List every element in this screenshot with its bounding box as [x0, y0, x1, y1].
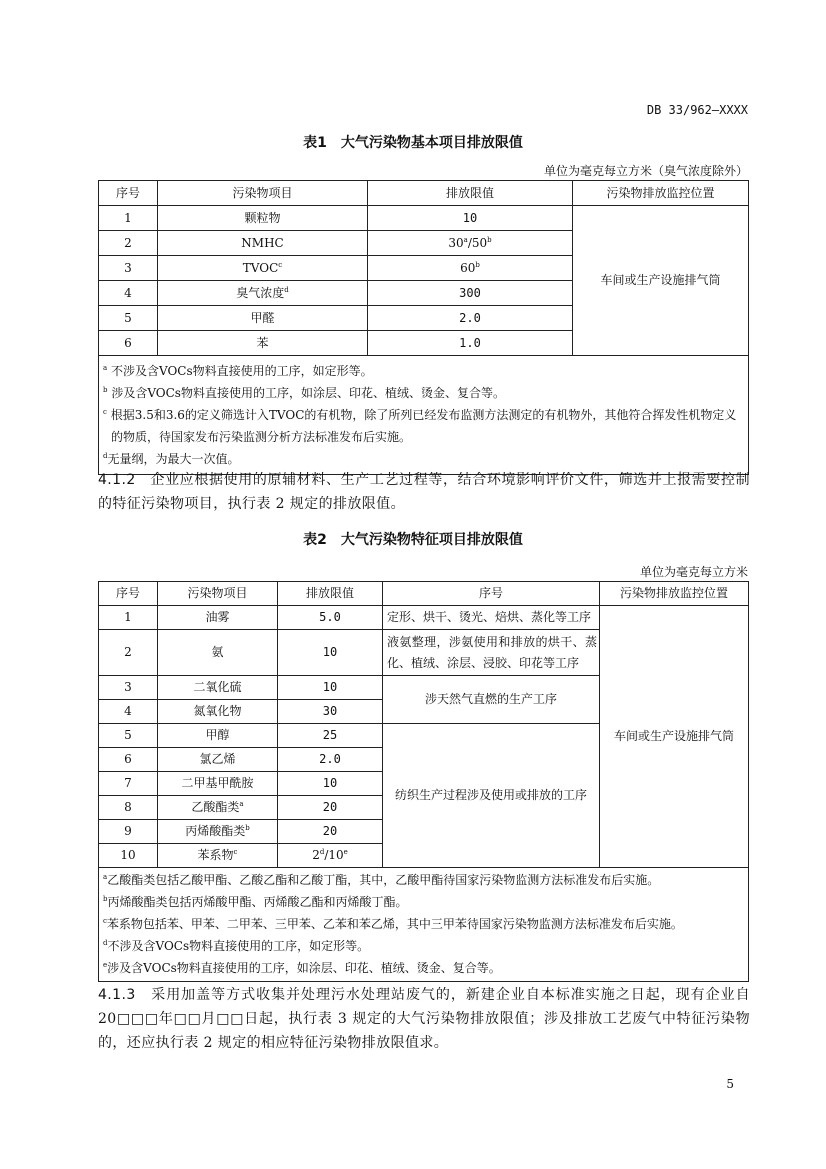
pollutant-item: 二甲基甲酰胺: [158, 772, 278, 796]
pollutant-item: 甲醛: [158, 306, 368, 331]
emission-limit: 300: [368, 281, 573, 306]
row-number: 9: [99, 820, 158, 844]
table1-caption: 表1 大气污染物基本项目排放限值: [303, 135, 523, 151]
process-description: 涉天然气直燃的生产工序: [383, 676, 600, 724]
emission-limit: 2.0: [278, 748, 383, 772]
page-number: 5: [726, 1077, 734, 1091]
table2-header-cell: 序号: [99, 582, 158, 606]
clause-text: 采用加盖等方式收集并处理污水处理站废气的，新建企业自本标准实施之日起，现有企业自 20□□□年□□月□□日起，执行表 3 规定的大气污染物排放限值；涉及排放工艺废气中特征污染物的，还应执行表 2 规定的相应特征污染物排放限值求。: [98, 987, 750, 1051]
footnote: $^a$ 不涉及含VOCs物料直接使用的工序，如定形等。: [103, 364, 373, 378]
pollutant-item: 甲醇: [158, 724, 278, 748]
row-number: 5: [99, 306, 158, 331]
document-number: DB 33/962—XXXX: [646, 103, 748, 117]
row-number: 1: [99, 606, 158, 630]
row-number: 6: [99, 748, 158, 772]
footnote: $^d$无量纲，为最大一次值。: [103, 452, 240, 466]
table2-notes-row: [99, 868, 749, 982]
emission-limit: 1.0: [368, 331, 573, 356]
pollutant-item: 苯: [158, 331, 368, 356]
row-number: 2: [99, 630, 158, 676]
table2-header-cell: 排放限值: [278, 582, 383, 606]
table2-header-cell: 污染物排放监控位置: [600, 582, 749, 606]
row-number: 1: [99, 206, 158, 231]
table1-notes: [99, 356, 749, 475]
table2-header-cell: 污染物项目: [158, 582, 278, 606]
table1-header-cell: 序号: [99, 181, 158, 206]
clause-number: 4.1.3: [98, 987, 136, 1003]
clause-number: 4.1.2: [98, 472, 136, 488]
table1: [98, 180, 749, 475]
table1-unit: 单位为毫克每立方米（臭气浓度除外）: [543, 164, 748, 178]
process-description: 液氨整理，涉氨使用和排放的烘干、蒸化、植绒、涂层、浸胶、印花等工序: [383, 630, 600, 676]
monitoring-location: 车间或生产设施排气筒: [600, 606, 749, 868]
table1-header-cell: 污染物排放监控位置: [573, 181, 749, 206]
row-number: 4: [99, 700, 158, 724]
footnote: $^c$ 根据3.5和3.6的定义筛选计入TVOC的有机物，除了所列已经发布监测方法测定的有机物外，其他符合挥发性机物定义: [103, 408, 737, 422]
pollutant-item: 氯乙烯: [158, 748, 278, 772]
table2-notes: [99, 868, 749, 982]
emission-limit: 25: [278, 724, 383, 748]
row-number: 3: [99, 256, 158, 281]
emission-limit: 5.0: [278, 606, 383, 630]
emission-limit: 10: [368, 206, 573, 231]
footnote: $^a$乙酸酯类包括乙酸甲酯、乙酸乙酯和乙酸丁酯，其中，乙酸甲酯待国家污染物监测方法标准发布后实施。: [103, 873, 660, 887]
process-description: 纺织生产过程涉及使用或排放的工序: [383, 724, 600, 868]
emission-limit: 30: [278, 700, 383, 724]
row-number: 3: [99, 676, 158, 700]
table-row: [99, 606, 749, 630]
footnote: $^e$涉及含VOCs物料直接使用的工序，如涂层、印花、植绒、烫金、复合等。: [103, 961, 501, 975]
emission-limit: 2$^d$/10e: [278, 844, 383, 868]
table1-header-cell: 排放限值: [368, 181, 573, 206]
table2: [98, 581, 749, 982]
pollutant-item: 臭气浓度$^d$: [158, 281, 368, 306]
pollutant-item: 丙烯酸酯类$^b$: [158, 820, 278, 844]
table-row: [99, 206, 749, 231]
emission-limit: 20: [278, 796, 383, 820]
table2-header-cell: 序号: [383, 582, 600, 606]
emission-limit: 10: [278, 772, 383, 796]
footnote: $^b$ 涉及含VOCs物料直接使用的工序，如涂层、印花、植绒、烫金、复合等。: [103, 386, 505, 400]
emission-limit: 20: [278, 820, 383, 844]
pollutant-item: NMHC: [158, 231, 368, 256]
emission-limit: 2.0: [368, 306, 573, 331]
clause-text: 企业应根据使用的原辅材料、生产工艺过程等，结合环境影响评价文件，筛选并上报需要控制的特征污染物项目，执行表 2 规定的排放限值。: [98, 472, 750, 512]
monitoring-location: 车间或生产设施排气筒: [573, 206, 749, 356]
clause-4-1-2: [98, 468, 750, 516]
emission-limit: 60$^b$: [368, 256, 573, 281]
footnote: $^c$苯系物包括苯、甲苯、二甲苯、三甲苯、乙苯和苯乙烯，其中三甲苯待国家污染物监测方法标准发布后实施。: [103, 917, 683, 931]
table1-header-cell: 污染物项目: [158, 181, 368, 206]
row-number: 2: [99, 231, 158, 256]
emission-limit: 30$^a$/50$^b$: [368, 231, 573, 256]
emission-limit: 10: [278, 676, 383, 700]
row-number: 8: [99, 796, 158, 820]
table2-header-row: [99, 582, 749, 606]
table2-caption: 表2 大气污染物特征项目排放限值: [303, 532, 523, 548]
process-description: 定形、烘干、烫光、焙烘、蒸化等工序: [383, 606, 600, 630]
pollutant-item: 乙酸酯类$^a$: [158, 796, 278, 820]
footnote: $^b$丙烯酸酯类包括丙烯酸甲酯、丙烯酸乙酯和丙烯酸丁酯。: [103, 895, 408, 909]
table1-notes-row: [99, 356, 749, 475]
row-number: 6: [99, 331, 158, 356]
row-number: 7: [99, 772, 158, 796]
clause-4-1-3: [98, 983, 750, 1055]
row-number: 4: [99, 281, 158, 306]
pollutant-item: 苯系物$^c$: [158, 844, 278, 868]
emission-limit: 10: [278, 630, 383, 676]
row-number: 10: [99, 844, 158, 868]
pollutant-item: 氮氧化物: [158, 700, 278, 724]
pollutant-item: 二氧化硫: [158, 676, 278, 700]
pollutant-item: 颗粒物: [158, 206, 368, 231]
pollutant-item: 油雾: [158, 606, 278, 630]
row-number: 5: [99, 724, 158, 748]
table2-unit: 单位为毫克每立方米: [639, 565, 748, 579]
footnote: $^d$不涉及含VOCs物料直接使用的工序，如定形等。: [103, 939, 370, 953]
table1-header-row: [99, 181, 749, 206]
pollutant-item: 氨: [158, 630, 278, 676]
footnote-continuation: 的物质，待国家发布污染监测分析方法标准发布后实施。: [111, 430, 412, 444]
pollutant-item: TVOC$^c$: [158, 256, 368, 281]
